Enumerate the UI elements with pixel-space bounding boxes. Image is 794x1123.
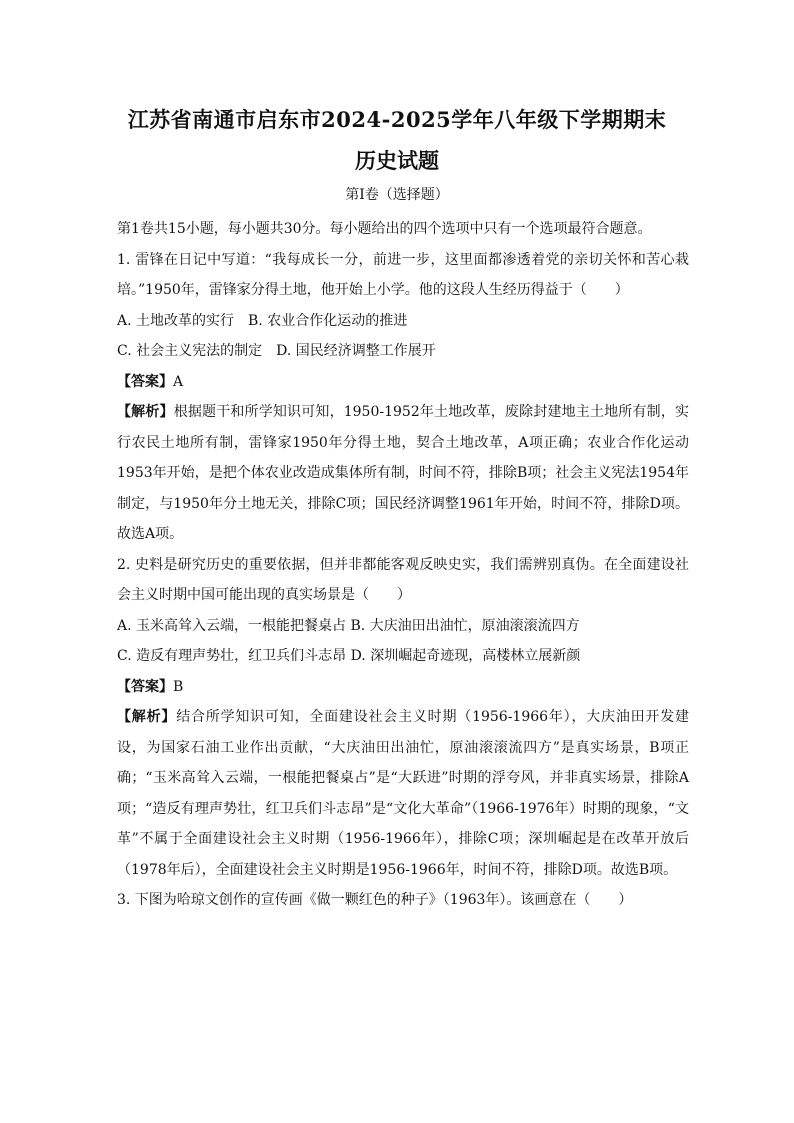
question-2-option-d: D. 深圳崛起奇迹现，高楼林立展新颜 (350, 648, 581, 664)
question-1-answer (117, 367, 689, 398)
question-1-option-d: D. 国民经济调整工作展开 (276, 343, 436, 359)
answer-tag: 【答案】 (117, 678, 173, 695)
analysis-text: 结合所学知识可知，全面建设社会主义时期（1956-1966年），大庆油田开发建设，为国家石油工业作出贡献，“大庆油田出油忙，原油滚滚流四方”是真实场景，B项正确；“玉米高耸入云端，一根能把餐桌占”是“大跃进”时期的浮夸风，并非真实场景，排除A项；“造反有理声势壮，红卫兵们斗志昂”是“文化大革命”（1966-1976年）时期的现象，“文革”不属于全面建设社会主义时期（1956-1966年），排除C项；深圳崛起是在改革开放后（1978年后），全面建设社会主义时期是1956-1966年，时间不符，排除D项。故选B项。 (117, 709, 689, 878)
question-1-options-row-1 (117, 306, 689, 337)
analysis-tag: 【解析】 (117, 404, 174, 420)
analysis-tag: 【解析】 (117, 709, 177, 725)
question-2-option-c: C. 造反有理声势壮，红卫兵们斗志昂 (117, 648, 347, 664)
instructions: 第1卷共15小题，每小题共30分。每小题给出的四个选项中只有一个选项最符合题意。 (117, 221, 652, 237)
analysis-text: 根据题干和所学知识可知，1950-1952年土地改革，废除封建地主土地所有制，实行农民土地所有制，雷锋家1950年分得土地，契合土地改革，A项正确；农业合作化运动1953年开始，是把个体农业改造成集体所有制，时间不符，排除B项；社会主义宪法1954年制定，与1950年分土地无关，排除C项；国民经济调整1961年开始，时间不符，排除D项。故选A项。 (117, 404, 689, 542)
answer-value: A (173, 373, 184, 390)
question-2-option-a: A. 玉米高耸入云端，一根能把餐桌占 (117, 617, 347, 634)
question-1-analysis (117, 397, 689, 550)
question-2-options-row-2 (117, 641, 689, 672)
exam-subject-title: 历史试题 (355, 148, 439, 173)
exam-title: 江苏省南通市启东市2024-2025学年八年级下学期期末 (127, 107, 667, 132)
question-1-option-c: C. 社会主义宪法的制定 (117, 343, 263, 359)
question-2-option-b: B. 大庆油田出油忙，原油滚滚流四方 (350, 617, 580, 634)
question-2-analysis (117, 702, 689, 885)
question-1-option-a: A. 土地改革的实行 (117, 312, 235, 329)
question-2-answer (117, 672, 689, 703)
exam-content (117, 214, 689, 916)
answer-tag: 【答案】 (117, 373, 173, 390)
question-1-options-row-2 (117, 336, 689, 367)
section-title: 第Ⅰ卷（选择题） (345, 187, 449, 203)
question-2-options-row-1 (117, 611, 689, 642)
question-2-stem: 2. 史料是研究历史的重要依据，但并非都能客观反映史实，我们需辨别真伪。在全面建设社会主义时期中国可能出现的真实场景是（ ） (117, 556, 689, 603)
answer-value: B (173, 678, 184, 695)
question-3-stem: 3. 下图为哈琼文创作的宣传画《做一颗红色的种子》（1963年）。该画意在（ ） (117, 892, 633, 908)
question-1-stem: 1. 雷锋在日记中写道：“我每成长一分，前进一步，这里面都渗透着党的亲切关怀和苦心栽培。”1950年，雷锋家分得土地，他开始上小学。他的这段人生经历得益于（ ） (117, 251, 689, 298)
question-1-option-b: B. 农业合作化运动的推进 (248, 312, 408, 329)
